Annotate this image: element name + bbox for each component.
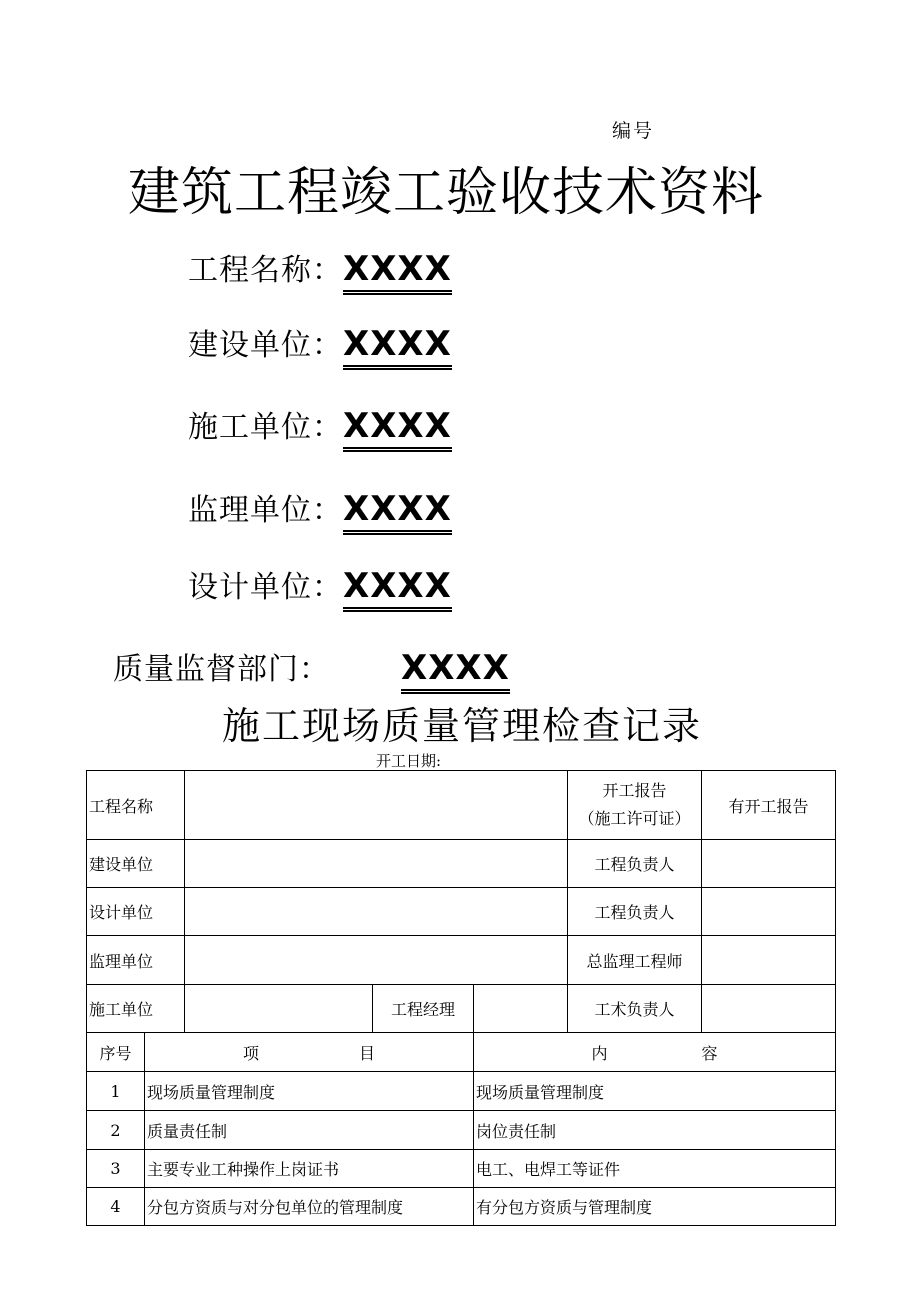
label-cell: 施工单位 — [87, 985, 185, 1033]
table-row — [87, 1072, 836, 1111]
label-cell: 工程负责人 — [568, 888, 702, 936]
row-item: 主要专业工种操作上岗证书 — [145, 1150, 474, 1188]
table-row — [87, 888, 836, 936]
field-label: 建设单位： — [188, 328, 343, 363]
column-header-item-a: 项 — [242, 1043, 259, 1063]
row-content: 有分包方资质与管理制度 — [474, 1188, 836, 1226]
field-builder — [188, 320, 452, 370]
label-cell: 总监理工程师 — [568, 936, 702, 985]
field-supervisor — [188, 485, 452, 535]
field-label: 质量监督部门： — [113, 652, 330, 687]
field-value: XXXX — [343, 569, 452, 612]
field-value: XXXX — [343, 327, 452, 370]
row-number: 3 — [87, 1150, 145, 1188]
label-cell: 工程名称 — [87, 771, 185, 840]
label-cell: 工程负责人 — [568, 840, 702, 888]
table-row — [87, 985, 836, 1033]
value-cell — [185, 771, 568, 840]
field-project-name — [188, 245, 452, 295]
document-code-label: 编号 — [612, 120, 655, 142]
start-date-label: 开工日期: — [376, 752, 442, 770]
row-number: 4 — [87, 1188, 145, 1226]
value-cell — [185, 888, 568, 936]
table-row — [87, 840, 836, 888]
value-cell: 有开工报告 — [702, 771, 836, 840]
label-cell — [568, 771, 702, 840]
field-quality-supervision — [113, 644, 510, 694]
field-value: XXXX — [343, 252, 452, 295]
column-header-item — [145, 1033, 474, 1072]
label-line: （施工许可证） — [578, 809, 691, 828]
field-label: 设计单位： — [188, 570, 343, 605]
row-number: 1 — [87, 1072, 145, 1111]
label-line: 开工报告 — [602, 781, 667, 800]
field-label: 工程名称： — [188, 253, 343, 288]
row-number: 2 — [87, 1111, 145, 1150]
row-content: 现场质量管理制度 — [474, 1072, 836, 1111]
table-row — [87, 1188, 836, 1226]
field-label: 监理单位： — [188, 493, 343, 528]
column-header-content-a: 内 — [591, 1043, 608, 1063]
column-header-no: 序号 — [87, 1033, 145, 1072]
value-cell — [702, 985, 836, 1033]
column-header-item-b: 目 — [359, 1043, 376, 1063]
table-row — [87, 1150, 836, 1188]
cover-title: 建筑工程竣工验收技术资料 — [128, 163, 765, 223]
value-cell — [185, 840, 568, 888]
table-row — [87, 1111, 836, 1150]
field-constructor — [188, 402, 452, 452]
value-cell — [702, 936, 836, 985]
value-cell — [474, 985, 568, 1033]
value-cell — [185, 936, 568, 985]
row-content: 岗位责任制 — [474, 1111, 836, 1150]
table-row — [87, 936, 836, 985]
quality-check-table — [86, 770, 836, 1226]
column-header-content-b: 容 — [701, 1043, 718, 1063]
value-cell — [702, 888, 836, 936]
row-content: 电工、电焊工等证件 — [474, 1150, 836, 1188]
table-header-row — [87, 1033, 836, 1072]
label-cell: 建设单位 — [87, 840, 185, 888]
label-cell: 工术负责人 — [568, 985, 702, 1033]
row-item: 质量责任制 — [145, 1111, 474, 1150]
field-value: XXXX — [343, 409, 452, 452]
label-cell: 工程经理 — [373, 985, 474, 1033]
value-cell — [185, 985, 373, 1033]
field-label: 施工单位： — [188, 410, 343, 445]
field-designer — [188, 562, 452, 612]
row-item: 现场质量管理制度 — [145, 1072, 474, 1111]
label-cell: 监理单位 — [87, 936, 185, 985]
label-cell: 设计单位 — [87, 888, 185, 936]
table-row — [87, 771, 836, 840]
record-title: 施工现场质量管理检查记录 — [222, 704, 703, 748]
row-item: 分包方资质与对分包单位的管理制度 — [145, 1188, 474, 1226]
column-header-content — [474, 1033, 836, 1072]
field-value: XXXX — [343, 492, 452, 535]
field-value: XXXX — [401, 651, 510, 694]
value-cell — [702, 840, 836, 888]
